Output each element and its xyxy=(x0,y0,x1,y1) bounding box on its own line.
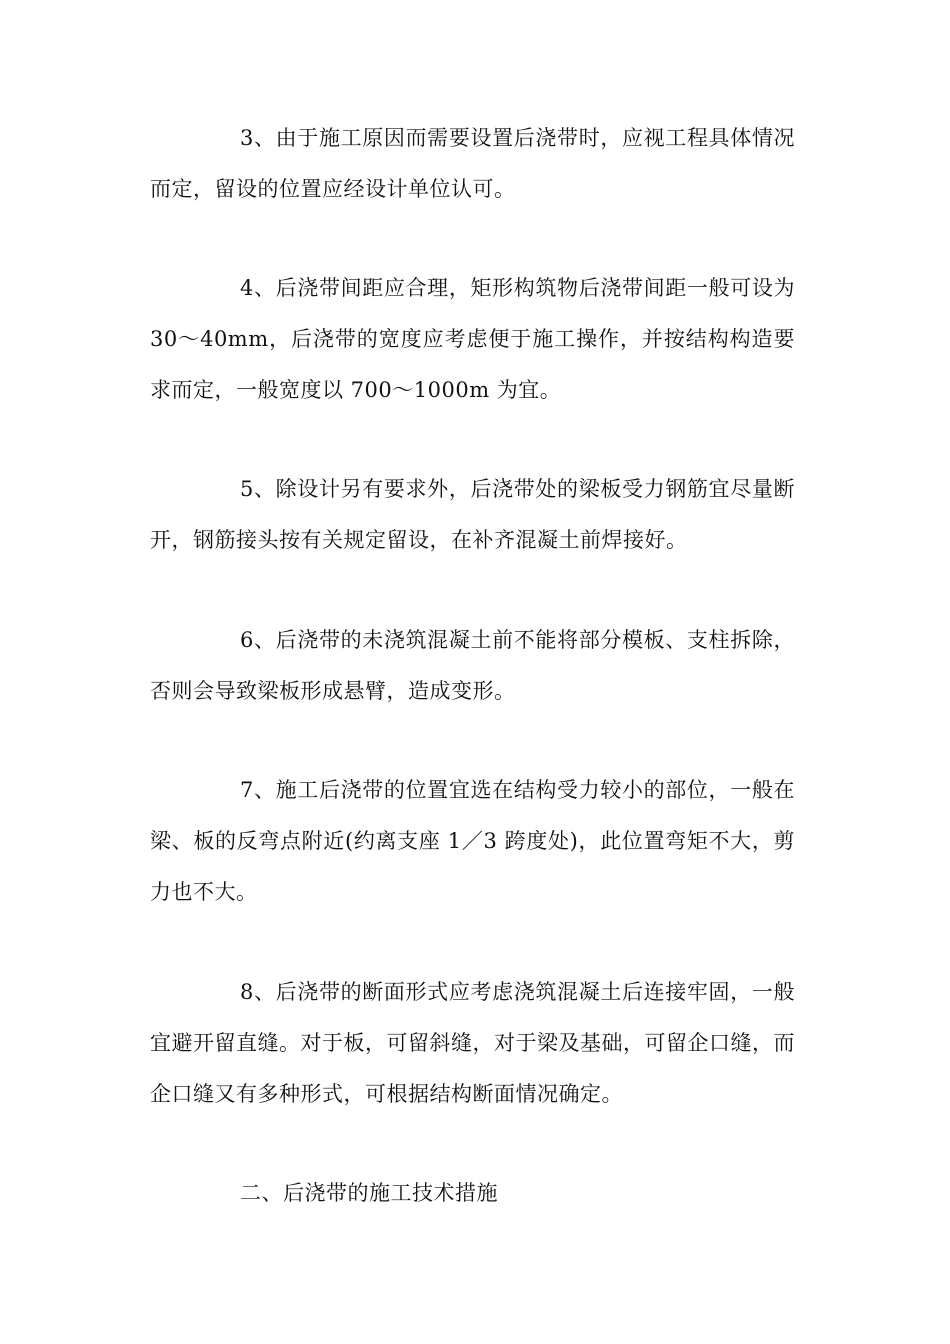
paragraph-item-4: 4、后浇带间距应合理，矩形构筑物后浇带间距一般可设为 30～40mm，后浇带的宽度应考虑便于施工操作，并按结构构造要求而定，一般宽度以 700～1000m 为宜。 xyxy=(150,276,795,402)
paragraph-item-3: 3、由于施工原因而需要设置后浇带时，应视工程具体情况而定，留设的位置应经设计单位认可。 xyxy=(150,126,795,201)
paragraph-item-5: 5、除设计另有要求外，后浇带处的梁板受力钢筋宜尽量断开，钢筋接头按有关规定留设，在补齐混凝土前焊接好。 xyxy=(150,477,795,552)
paragraph-item-8: 8、后浇带的断面形式应考虑浇筑混凝土后连接牢固，一般宜避开留直缝。对于板，可留斜缝，对于梁及基础，可留企口缝，而企口缝又有多种形式，可根据结构断面情况确定。 xyxy=(150,980,795,1106)
section-heading: 二、后浇带的施工技术措施 xyxy=(240,1181,498,1205)
paragraph-item-7: 7、施工后浇带的位置宜选在结构受力较小的部位，一般在梁、板的反弯点附近(约离支座 1／3 跨度处)，此位置弯矩不大，剪力也不大。 xyxy=(150,778,795,904)
paragraph-item-6: 6、后浇带的未浇筑混凝土前不能将部分模板、支柱拆除，否则会导致梁板形成悬臂，造成变形。 xyxy=(150,628,795,703)
